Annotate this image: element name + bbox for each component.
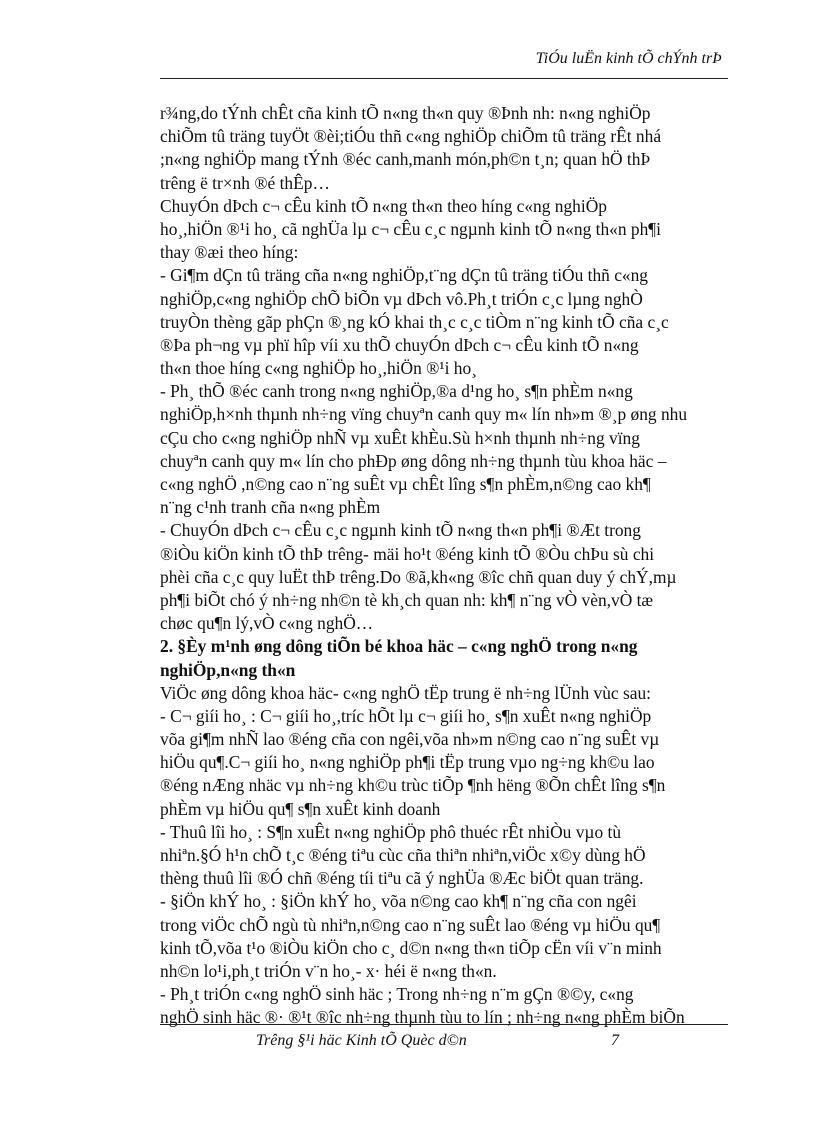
- text-line: ®Þa ph¬ng vµ phï hîp víi xu thÕ chuyÓn dÞch c¬ cÊu kinh tÕ n«ng: [160, 334, 639, 355]
- text-line: truyÒn thèng gãp phÇn ®¸ng kÓ khai th¸c c¸c tiÒm n¨ng kinh tÕ cña c¸c: [160, 311, 669, 332]
- text-line: ph¶i biÕt chó ý nh÷ng nh©n tè kh¸ch quan nh: kh¶ n¨ng vÒ vèn,vÒ tæ: [160, 589, 654, 610]
- text-line: trêng ë tr×nh ®é thÊp…: [160, 172, 330, 193]
- footer-title: Trêng §¹i häc Kinh tÕ Quèc d©n: [256, 1032, 467, 1049]
- text-line: kinh tÕ,võa t¹o ®iÒu kiÖn cho c¸ d©n n«ng th«n tiÕp cËn víi v¨n minh: [160, 937, 662, 958]
- text-line: trong viÖc chÕ ngù tù nhiªn,n©ng cao n¨ng suÊt lao ®éng vµ hiÖu qu¶: [160, 914, 661, 935]
- text-line: - Ph¸ thÕ ®éc canh trong n«ng nghiÖp,®a d¹ng ho¸ s¶n phÈm n«ng: [160, 381, 633, 402]
- text-line: ViÖc øng dông khoa häc- c«ng nghÖ tËp trung ë nh÷ng lÜnh vùc sau:: [160, 682, 651, 703]
- heading-line: 2. §Èy m¹nh øng dông tiÕn bé khoa häc – c«ng nghÖ trong n«ng: [160, 636, 638, 657]
- text-line: r¾ng,do tÝnh chÊt cña kinh tÕ n«ng th«n quy ®Þnh nh: n«ng nghiÖp: [160, 103, 651, 123]
- text-line: th«n thoe híng c«ng nghiÖp ho¸,hiÖn ®¹i ho¸: [160, 358, 477, 379]
- text-line: nghiÖp,h×nh thµnh nh÷ng vïng chuyªn canh quy m« lín nh»m ®¸p øng nhu: [160, 404, 688, 425]
- text-line: cÇu cho c«ng nghiÖp nhÑ vµ xuÊt khÈu.Sù h×nh thµnh nh÷ng vïng: [160, 427, 640, 448]
- text-line: ho¸,hiÖn ®¹i ho¸ cã nghÜa lµ c¬ cÊu c¸c ngµnh kinh tÕ n«ng th«n ph¶i: [160, 218, 661, 239]
- text-line: chuyªn canh quy m« lín cho phÐp øng dông nh÷ng thµnh tùu khoa häc –: [160, 450, 667, 471]
- text-line: thay ®æi theo híng:: [160, 242, 299, 263]
- text-line: nghiÖp,c«ng nghiÖp chÕ biÕn vµ dÞch vô.Ph¸t triÓn c¸c lµng nghÒ: [160, 288, 643, 309]
- text-line: phèi cña c¸c quy luËt thÞ trêng.Do ®ã,kh«ng ®îc chñ quan duy ý chÝ,mµ: [160, 566, 677, 587]
- document-body: [160, 102, 726, 1030]
- text-line: ;n«ng nghiÖp mang tÝnh ®éc canh,manh món,ph©n t¸n; quan hÖ thÞ: [160, 149, 651, 170]
- running-header: TiÓu luËn kinh tÕ chÝnh trÞ: [535, 50, 722, 67]
- text-line: nh©n lo¹i,ph¸t triÓn v¨n ho¸- x· héi ë n«ng th«n.: [160, 960, 497, 981]
- text-line: ®éng nÆng nhäc vµ nh÷ng kh©u trùc tiÕp ¶nh hëng ®Õn chÊt lîng s¶n: [160, 775, 666, 796]
- paragraph-block-2: [160, 682, 726, 1030]
- text-line: c«ng nghÖ ,n©ng cao n¨ng suÊt vµ chÊt lîng s¶n phÈm,n©ng cao kh¶: [160, 474, 651, 494]
- heading-line: nghiÖp,n«ng th«n: [160, 659, 296, 680]
- text-line: phÈm vµ hiÖu qu¶ s¶n xuÊt kinh doanh: [160, 798, 441, 819]
- text-line: - Thuû lîi ho¸ : S¶n xuÊt n«ng nghiÖp phô thuéc rÊt nhiÒu vµo tù: [160, 821, 622, 842]
- text-line: - Gi¶m dÇn tû träng cña n«ng nghiÖp,t¨ng dÇn tû träng tiÓu thñ c«ng: [160, 265, 648, 286]
- text-line: chiÕm tû träng tuyÖt ®èi;tiÓu thñ c«ng nghiÖp chiÕm tû träng rÊt nhá: [160, 126, 662, 147]
- header-rule: [160, 78, 728, 79]
- text-line: - C¬ giíi ho¸ : C¬ giíi ho¸,tríc hÕt lµ c¬ giíi ho¸ s¶n xuÊt n«ng nghiÖp: [160, 705, 652, 726]
- text-line: chøc qu¶n lý,vÒ c«ng nghÖ…: [160, 613, 374, 634]
- text-line: hiÖu qu¶.C¬ giíi ho¸ n«ng nghiÖp ph¶i tËp trung vµo ng÷ng kh©u lao: [160, 752, 655, 773]
- text-line: võa gi¶m nhÑ lao ®éng cña con ngêi,võa nh»m n©ng cao n¨ng suÊt vµ: [160, 729, 660, 750]
- text-line: nhiªn.§Ó h¹n chÕ t¸c ®éng tiªu cùc cña thiªn nhiªn,viÖc x©y dùng hÖ: [160, 845, 646, 865]
- footer-rule: [160, 1024, 728, 1025]
- page-number: 7: [611, 1032, 619, 1049]
- text-line: nghÖ sinh häc ®· ®¹t ®îc nh÷ng thµnh tùu to lín ; nh÷ng n«ng phÈm biÕn: [160, 1007, 685, 1028]
- section-heading: [160, 635, 726, 681]
- text-line: ®iÒu kiÖn kinh tÕ thÞ trêng- mäi ho¹t ®éng kinh tÕ ®Òu chÞu sù chi: [160, 543, 655, 564]
- text-line: ChuyÓn dÞch c¬ cÊu kinh tÕ n«ng th«n theo híng c«ng nghiÖp: [160, 195, 607, 216]
- text-line: n¨ng c¹nh tranh cña n«ng phÈm: [160, 497, 381, 518]
- text-line: - §iÖn khÝ ho¸ : §iÖn khÝ ho¸ võa n©ng cao kh¶ n¨ng cña con ngêi: [160, 891, 637, 912]
- text-line: thèng thuû lîi ®Ó chñ ®éng tíi tiªu cã ý nghÜa ®Æc biÖt quan träng.: [160, 868, 644, 889]
- text-line: - ChuyÓn dÞch c¬ cÊu c¸c ngµnh kinh tÕ n«ng th«n ph¶i ®Æt trong: [160, 520, 641, 541]
- text-line: - Ph¸t triÓn c«ng nghÖ sinh häc ; Trong nh÷ng n¨m gÇn ®©y, c«ng: [160, 984, 634, 1005]
- paragraph-block-1: [160, 102, 726, 635]
